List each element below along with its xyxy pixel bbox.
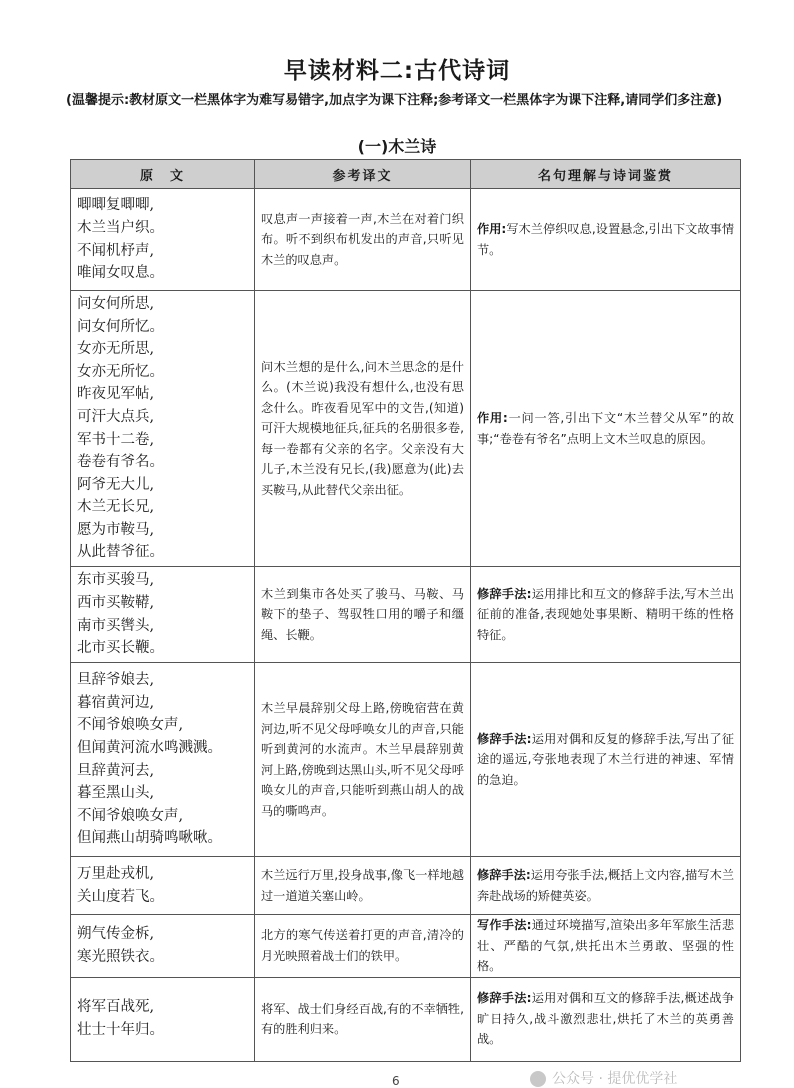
translation-cell: 木兰早晨辞别父母上路,傍晚宿营在黄河边,听不见父母呼唤女儿的声音,只能听到黄河的水流声。木兰早晨辞别黄河上路,傍晚到达黑山头,听不见父母呼唤女儿的声音,只能听到燕山胡人的战马的嘶鸣声。: [255, 663, 471, 857]
poem-line: 寒光照铁衣。: [77, 948, 164, 965]
watermark-text: 公众号 · 提优优学社: [552, 1071, 678, 1087]
poem-line: 卷卷有爷名。: [77, 454, 164, 471]
poem-line: 女亦无所忆。: [77, 363, 164, 380]
original-text-cell: [71, 857, 255, 915]
poem-line: 将军百战死,: [77, 999, 155, 1016]
appreciation-cell: [471, 189, 741, 291]
poem-line: 北市买长鞭。: [77, 640, 164, 657]
poem-line: 东市买骏马,: [77, 572, 155, 589]
poem-line: 南市买辔头,: [77, 617, 155, 634]
poem-line: 木兰当户织。: [77, 219, 164, 236]
header-appreciation: 名句理解与诗词鉴赏: [471, 160, 741, 189]
appreciation-text: 运用夸张手法,概括上文内容,描写木兰奔赴战场的矫健英姿。: [477, 868, 735, 903]
header-original: 原 文: [71, 160, 255, 189]
poem-line: 不闻爷娘唤女声,: [77, 717, 184, 734]
table-header-row: [71, 160, 741, 189]
poem-line: 唧唧复唧唧,: [77, 197, 155, 214]
appreciation-label: 修辞手法:: [477, 868, 531, 882]
poem-line: 女亦无所思,: [77, 341, 155, 358]
original-text-cell: [71, 189, 255, 291]
appreciation-text: 写木兰停织叹息,设置悬念,引出下文故事情节。: [477, 222, 735, 257]
poem-line: 军书十二卷,: [77, 431, 155, 448]
appreciation-text: 通过环境描写,渲染出多年军旅生活悲壮、严酷的气氛,烘托出木兰勇敢、坚强的性格。: [477, 918, 735, 973]
poem-line: 旦辞黄河去,: [77, 762, 155, 779]
poem-line: 旦辞爷娘去,: [77, 672, 155, 689]
poem-line: 暮宿黄河边,: [77, 694, 155, 711]
table-row: [71, 189, 741, 291]
translation-cell: 将军、战士们身经百战,有的不幸牺牲,有的胜利归来。: [255, 977, 471, 1061]
appreciation-label: 写作手法:: [477, 918, 532, 932]
appreciation-label: 修辞手法:: [477, 731, 532, 746]
appreciation-text: 运用对偶和互文的修辞手法,概述战争旷日持久,战斗激烈悲壮,烘托了木兰的英勇善战。: [477, 991, 735, 1047]
poem-line: 暮至黑山头,: [77, 785, 155, 802]
translation-cell: 木兰远行万里,投身战事,像飞一样地越过一道道关塞山岭。: [255, 857, 471, 915]
poem-line: 关山度若飞。: [77, 888, 164, 905]
appreciation-cell: [471, 915, 741, 978]
table-row: [71, 977, 741, 1061]
poem-line: 西市买鞍鞯,: [77, 594, 155, 611]
translation-cell: 北方的寒气传送着打更的声音,清冷的月光映照着战士们的铁甲。: [255, 915, 471, 978]
appreciation-cell: [471, 977, 741, 1061]
translation-cell: 叹息声一声接着一声,木兰在对着门织布。听不到织布机发出的声音,只听见木兰的叹息声。: [255, 189, 471, 291]
page-title: 早读材料二:古代诗词: [283, 58, 511, 84]
poem-table: [70, 159, 741, 1062]
appreciation-cell: [471, 857, 741, 915]
translation-cell: 木兰到集市各处买了骏马、马鞍、马鞍下的垫子、驾驭牲口用的嚼子和缰绳、长鞭。: [255, 567, 471, 663]
poem-line: 可汗大点兵,: [77, 408, 155, 425]
poem-line: 朔气传金柝,: [77, 926, 155, 943]
appreciation-text: 运用排比和互文的修辞手法,写木兰出征前的准备,表现她处事果断、精明干练的性格特征。: [477, 586, 735, 642]
table-row: [71, 291, 741, 567]
appreciation-cell: [471, 663, 741, 857]
appreciation-label: 作用:: [477, 222, 507, 236]
table-row: [71, 915, 741, 978]
table-row: [71, 567, 741, 663]
appreciation-label: 修辞手法:: [477, 586, 532, 601]
original-text-cell: [71, 291, 255, 567]
poem-line: 从此替爷征。: [77, 544, 164, 561]
poem-line: 不闻爷娘唤女声,: [77, 807, 184, 824]
original-text-cell: [71, 663, 255, 857]
poem-line: 但闻燕山胡骑鸣啾啾。: [77, 830, 222, 847]
poem-line: 但闻黄河流水鸣溅溅。: [77, 739, 222, 756]
section-title: (一)木兰诗: [357, 137, 437, 156]
original-text-cell: [71, 567, 255, 663]
appreciation-cell: [471, 567, 741, 663]
appreciation-cell: [471, 291, 741, 567]
poem-line: 愿为市鞍马,: [77, 521, 155, 538]
translation-cell: 问木兰想的是什么,问木兰思念的是什么。(木兰说)我没有想什么,也没有思念什么。昨夜看见军中的文告,(知道)可汗大规模地征兵,征兵的名册很多卷,每一卷都有父亲的名字。父亲没有大儿子,木兰没有兄长,(我)愿意为(此)去买鞍马,从此替代父亲出征。: [255, 291, 471, 567]
poem-line: 木兰无长兄,: [77, 499, 155, 516]
appreciation-label: 作用:: [477, 411, 508, 425]
poem-line: 阿爷无大儿,: [77, 476, 155, 493]
page-number: 6: [392, 1074, 400, 1088]
poem-line: 壮士十年归。: [77, 1022, 164, 1038]
poem-line: 唯闻女叹息。: [77, 265, 164, 282]
wechat-icon: [530, 1071, 546, 1087]
notice-text: (温馨提示:教材原文一栏黑体字为难写易错字,加点字为课下注释;参考译文一栏黑体字为课下注释,请同学们多注意): [66, 93, 723, 108]
poem-line: 万里赴戎机,: [77, 865, 155, 882]
table-row: [71, 857, 741, 915]
appreciation-text: 一问一答,引出下文“木兰替父从军”的故事;“卷卷有爷名”点明上文木兰叹息的原因。: [477, 411, 734, 446]
table-row: [71, 663, 741, 857]
header-translation: 参考译文: [255, 160, 471, 189]
watermark: [530, 1068, 677, 1088]
original-text-cell: [71, 915, 255, 978]
poem-line: 问女何所忆。: [77, 318, 164, 335]
poem-line: 不闻机杼声,: [77, 242, 155, 259]
poem-line: 昨夜见军帖,: [77, 386, 155, 403]
appreciation-text: 运用对偶和反复的修辞手法,写出了征途的遥远,夸张地表现了木兰行进的神速、军情的急迫。: [477, 731, 735, 787]
appreciation-label: 修辞手法:: [477, 991, 532, 1006]
original-text-cell: [71, 977, 255, 1061]
poem-line: 问女何所思,: [77, 295, 155, 312]
